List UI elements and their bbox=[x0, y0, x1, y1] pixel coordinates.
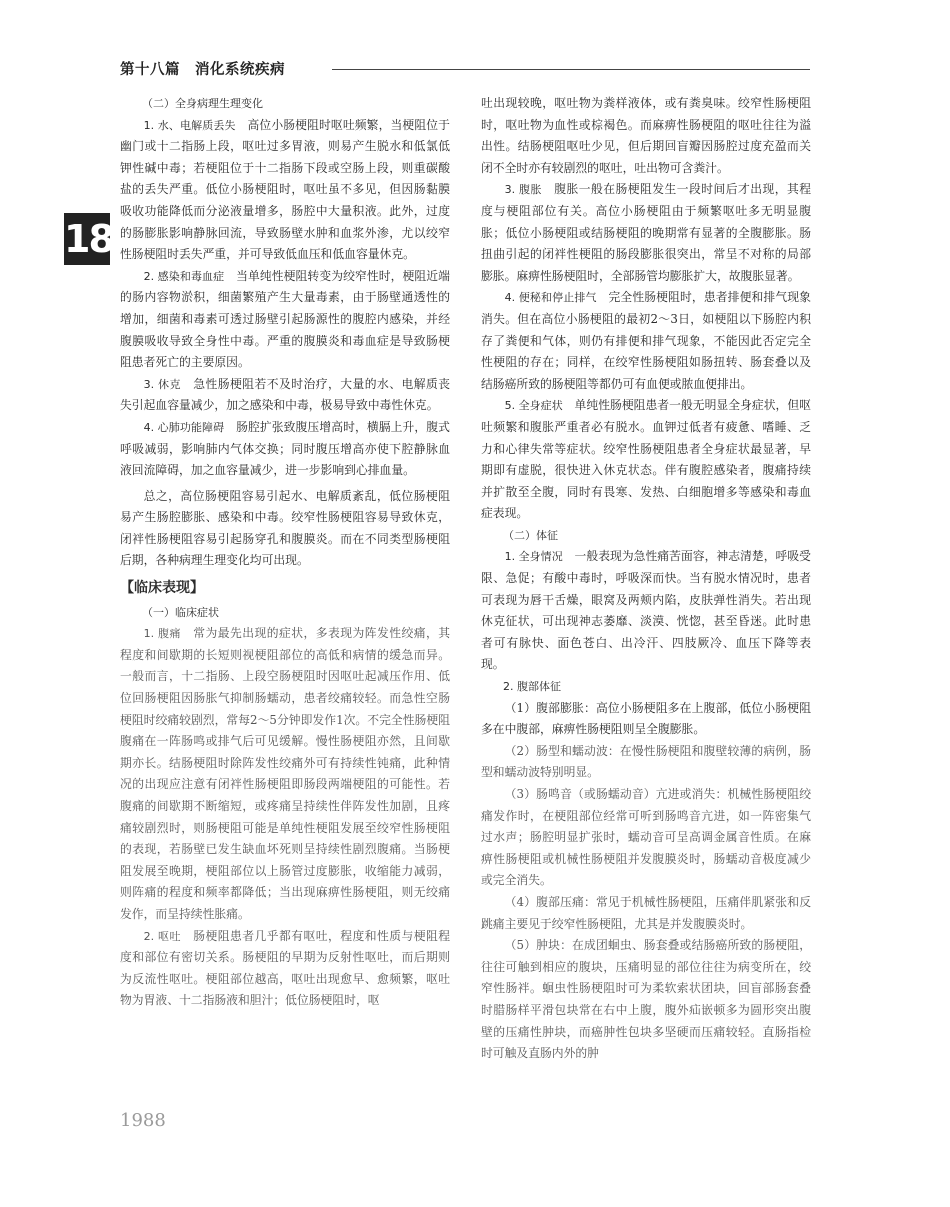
page-number: 1988 bbox=[120, 1110, 166, 1131]
paragraph-water-electrolyte: 1. 水、电解质丢失 高位小肠梗阻时呕吐频繁，当梗阻位于幽门或十二指肠上段，呕吐过多胃液，则易产生脱水和低氯低钾性碱中毒；若梗阻位于十二指肠下段或空肠上段，则重碳酸盐的丢失严重。低位小肠梗阻时，呕吐虽不多见，但因肠黏膜吸收功能降低而分泌液量增多，肠腔中大量积液。此外，过度的肠膨胀影响静脉回流，导致肠壁水肿和血浆外渗，尤以绞窄性肠梗阻时丢失严重，并可导致低血压和低血容量休克。 bbox=[120, 117, 450, 262]
paragraph-summary: 总之，高位肠梗阻容易引起水、电解质紊乱，低位肠梗阻易产生肠腔膨胀、感染和中毒。绞窄性肠梗阻容易导致休克，闭袢性肠梗阻容易引起肠穿孔和腹膜炎。而在不同类型肠梗阻后期，各种病理生理变化均可出现。 bbox=[120, 488, 450, 568]
paragraph-general-condition: 1. 全身情况 一般表现为急性痛苦面容，神志清楚，呼吸受限、急促；有酸中毒时，呼吸深而快。当有脱水情况时，患者可表现为唇干舌燥，眼窝及两颊内陷，皮肤弹性消失。若出现休克征状，可出现神志萎靡、淡漠、恍惚，甚至昏迷。此时患者可有脉快、面色苍白、出冷汗、四肢厥冷、血压下降等表现。 bbox=[481, 549, 811, 672]
paragraph-constipation: 4. 便秘和停止排气 完全性肠梗阻时，患者排便和排气现象消失。但在高位小肠梗阻的最初2～3日，如梗阻以下肠腔内积存了粪便和气体，则仍有排便和排气现象，不能因此否定完全性梗阻的存在；同样，在绞窄性肠梗阻如肠扭转、肠套叠以及结肠癌所致的肠梗阻等都仍可有血便或脓血便排出。 bbox=[481, 290, 811, 391]
subheading-signs: （二）体征 bbox=[503, 528, 558, 542]
subheading-abdominal-signs: 2. 腹部体征 bbox=[503, 680, 561, 694]
paragraph-vomiting: 2. 呕吐 肠梗阻患者几乎都有呕吐，程度和性质与梗阻程度和部位有密切关系。肠梗阻的早期为反射性呕吐，而后期则为反流性呕吐。梗阻部位越高，呕吐出现愈早、愈频繁，呕吐物为胃液、十二指肠液和胆汁；低位肠梗阻时，呕 bbox=[120, 928, 450, 1008]
paragraph-bowel-sounds: （3）肠鸣音（或肠蠕动音）亢进或消失：机械性肠梗阻绞痛发作时，在梗阻部位经常可听到肠鸣音亢进，如一阵密集气过水声；肠腔明显扩张时，蠕动音可呈高调金属音性质。在麻痹性肠梗阻或机械性肠梗阻并发腹膜炎时，肠蠕动音极度减少或完全消失。 bbox=[481, 787, 811, 888]
chapter-tab: 18 bbox=[64, 213, 110, 265]
paragraph-abdominal-distension: （1）腹部膨胀：高位小肠梗阻多在上腹部，低位小肠梗阻多在中腹部，麻痹性肠梗阻则呈全腹膨胀。 bbox=[481, 700, 811, 737]
part-title: 第十八篇 消化系统疾病 bbox=[120, 62, 285, 78]
paragraph-tenderness: （4）腹部压痛：常见于机械性肠梗阻，压痛伴肌紧张和反跳痛主要见于绞窄性肠梗阻，尤其是并发腹膜炎时。 bbox=[481, 894, 811, 931]
paragraph-abdominal-pain: 1. 腹痛 常为最先出现的症状，多表现为阵发性绞痛，其程度和间歇期的长短则视梗阻部位的高低和病情的缓急而异。一般而言，十二指肠、上段空肠梗阻时因呕吐起减压作用、低位回肠梗阻因肠胀气抑制肠蠕动，患者绞痛较轻。而急性空肠梗阻时绞痛较剧烈，常每2～5分钟即发作1次。不完全性肠梗阻腹痛在一阵肠鸣或排气后可见缓解。慢性肠梗阻亦然，且间歇期亦长。结肠梗阻时除阵发性绞痛外可有持续性钝痛，此种情况的出现应注意有闭袢性肠梗阻即肠段两端梗阻的可能性。若腹痛的间歇期不断缩短，或疼痛呈持续性伴阵发性加剧，且疼痛较剧烈时，则肠梗阻可能是单纯性梗阻发展至绞窄性肠梗阻的表现，若肠壁已发生缺血坏死则呈持续性剧烈腹痛。当肠梗阻发展至晚期，梗阻部位以上肠管过度膨胀，收缩能力减弱，则阵痛的程度和频率都降低；当出现麻痹性肠梗阻，则无绞痛发作，而呈持续性胀痛。 bbox=[120, 626, 450, 921]
header-rule bbox=[332, 69, 810, 70]
running-header bbox=[120, 58, 810, 80]
paragraph-infection: 2. 感染和毒血症 当单纯性梗阻转变为绞窄性时，梗阻近端的肠内容物淤积，细菌繁殖产生大量毒素，由于肠壁通透性的增加，细菌和毒素可透过肠壁引起肠源性的腹腔内感染，并经腹膜吸收导致全身性中毒。严重的腹膜炎和毒血症是导致肠梗阻患者死亡的主要原因。 bbox=[120, 268, 450, 370]
paragraph-systemic-symptoms: 5. 全身症状 单纯性肠梗阻患者一般无明显全身症状，但呕吐频繁和腹胀严重者必有脱水。血钾过低者有疲惫、嗜睡、乏力和心律失常等症状。绞窄性肠梗阻患者全身症状最显著，早期即有虚脱，很快进入休克状态。伴有腹腔感染者，腹痛持续并扩散至全腹，同时有畏寒、发热、白细胞增多等感染和毒血症表现。 bbox=[481, 398, 811, 521]
paragraph-vomiting-continued: 吐出现较晚，呕吐物为粪样液体，或有粪臭味。绞窄性肠梗阻时，呕吐物为血性或棕褐色。而麻痹性肠梗阻的呕吐往往为溢出性。结肠梗阻呕吐少见，但后期回盲瓣因肠腔过度充盈而关闭不全时亦有较剧烈的呕吐，吐出物可含粪汁。 bbox=[481, 96, 811, 175]
right-column bbox=[481, 93, 811, 1065]
paragraph-bowel-pattern: （2）肠型和蠕动波：在慢性肠梗阻和腹壁较薄的病例，肠型和蠕动波特别明显。 bbox=[481, 743, 811, 780]
paragraph-mass: （5）肿块：在成团蛔虫、肠套叠或结肠癌所致的肠梗阻，往往可触到相应的腹块，压痛明显的部位往往为病变所在，绞窄性肠袢。蛔虫性肠梗阻时可为柔软索状团块，回盲部肠套叠时腊肠样平滑包块常在右中上腹，腹外疝嵌顿多为圆形突出腹壁的压痛性肿块，而癌肿性包块多坚硬而压痛较轻。直肠指检时可触及直肠内外的肿 bbox=[481, 938, 811, 1061]
paragraph-distension: 3. 腹胀 腹胀一般在肠梗阻发生一段时间后才出现，其程度与梗阻部位有关。高位小肠梗阻由于频繁呕吐多无明显腹胀；低位小肠梗阻或结肠梗阻的晚期常有显著的全腹膨胀。肠扭曲引起的闭袢性梗阻的肠段膨胀很突出，常呈不对称的局部膨胀。麻痹性肠梗阻时，全部肠管均膨胀扩大，故腹胀显著。 bbox=[481, 182, 811, 283]
section-heading-clinical: 【临床表现】 bbox=[120, 580, 204, 597]
paragraph-cardiopulmonary: 4. 心肺功能障碍 肠腔扩张致腹压增高时，横膈上升，腹式呼吸减弱，影响肺内气体交换；同时腹压增高亦使下腔静脉血液回流障碍，加之血容量减少，进一步影响到心排血量。 bbox=[120, 419, 450, 478]
subheading-pathophysiology: （二）全身病理生理变化 bbox=[142, 97, 263, 110]
paragraph-shock: 3. 休克 急性肠梗阻若不及时治疗，大量的水、电解质丧失引起血容量减少，加之感染和中毒，极易导致中毒性休克。 bbox=[120, 376, 450, 413]
left-column bbox=[120, 93, 450, 1012]
subheading-symptoms: （一）临床症状 bbox=[142, 605, 219, 619]
